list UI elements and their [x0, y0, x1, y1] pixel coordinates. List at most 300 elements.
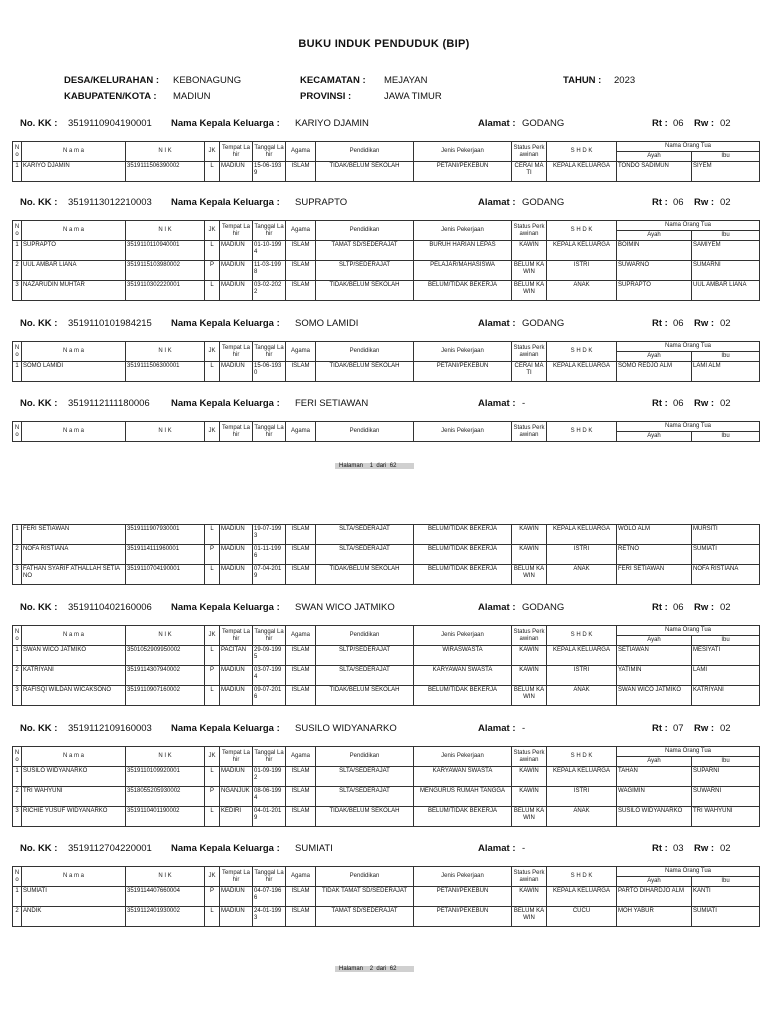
cell: 3519114307940002: [126, 666, 205, 686]
family-header-field: [694, 398, 714, 409]
cell: 3519115103980002: [126, 261, 205, 281]
family-header-field: [171, 843, 280, 854]
col-header-tanggal: Tanggal Lahir: [253, 221, 286, 241]
cell: 1: [13, 887, 22, 907]
cell: LAMI ALM: [692, 362, 760, 382]
cell: 2: [13, 666, 22, 686]
cell: 3519111506300001: [126, 362, 205, 382]
cell: 01-09-199 2: [253, 767, 286, 787]
rt-label: Rt :: [652, 602, 668, 613]
cell: 04-07-196 6: [253, 887, 286, 907]
family-header-field: [68, 398, 150, 409]
col-header-tanggal: Tanggal Lahir: [253, 422, 286, 442]
cell: UUL AMBAR LIANA: [692, 281, 760, 301]
col-header-jk: JK: [205, 626, 220, 646]
col-header-jk: JK: [205, 142, 220, 162]
family-header-field: [522, 723, 525, 734]
family-header-field: [720, 318, 731, 329]
family-table: [12, 220, 760, 301]
col-header-ibu: Ibu: [692, 877, 760, 887]
kk-label: No. KK :: [20, 118, 58, 129]
cell: 2: [13, 907, 22, 927]
cell: 3519112401930002: [126, 907, 205, 927]
cell: PARTO DIHARDJO ALM: [617, 887, 692, 907]
family-header-field: [478, 398, 515, 409]
col-header-tempat: Tempat Lahir: [220, 342, 253, 362]
family-header-field: [68, 197, 152, 208]
kabupaten-value: MADIUN: [173, 91, 211, 102]
cell: 3519114111960001: [126, 545, 205, 565]
family-header-field: [522, 398, 525, 409]
cell: WAGIMIN: [617, 787, 692, 807]
cell: SLTA/SEDERAJAT: [316, 545, 414, 565]
cell: 3519110401190002: [126, 807, 205, 827]
kepala-name: SUMIATI: [295, 843, 333, 854]
kk-number: 3519112704220001: [68, 843, 152, 854]
rw-value: 02: [720, 118, 731, 129]
cell: SUMARNI: [692, 261, 760, 281]
family-header-field: [522, 843, 525, 854]
cell: KARYAWAN SWASTA: [414, 767, 512, 787]
cell: KATRIYANI: [22, 666, 126, 686]
cell: SAMIYEM: [692, 241, 760, 261]
col-header-agama: Agama: [286, 747, 316, 767]
cell: TIDAK/BELUM SEKOLAH: [316, 162, 414, 182]
alamat-label: Alamat :: [478, 843, 516, 854]
alamat-label: Alamat :: [478, 723, 516, 734]
cell: 3519110704190001: [126, 565, 205, 585]
table-row: [13, 767, 760, 787]
col-header-pendidikan: Pendidikan: [316, 626, 414, 646]
cell: 1: [13, 362, 22, 382]
cell: ISLAM: [286, 686, 316, 706]
kk-number: 3519110402160006: [68, 602, 152, 613]
cell: SLTA/SEDERAJAT: [316, 525, 414, 545]
col-header-shdk: S H D K: [547, 626, 617, 646]
cell: SWAN WICO JATMIKO: [22, 646, 126, 666]
cell: SUPARNI: [692, 767, 760, 787]
col-header-nama: N a m a: [22, 342, 126, 362]
cell: PELAJAR/MAHASISWA: [414, 261, 512, 281]
cell: KEPALA KELUARGA: [547, 646, 617, 666]
table-row: [13, 686, 760, 706]
cell: ANAK: [547, 686, 617, 706]
cell: SUPRAPTO: [617, 281, 692, 301]
cell: ANDIK: [22, 907, 126, 927]
cell: L: [205, 362, 220, 382]
cell: MADIUN: [220, 545, 253, 565]
cell: 19-07-199 3: [253, 525, 286, 545]
rt-value: 03: [673, 843, 684, 854]
col-header-ibu: Ibu: [692, 352, 760, 362]
family-header-field: [295, 602, 395, 613]
cell: 3519114407660004: [126, 887, 205, 907]
cell: ANAK: [547, 281, 617, 301]
tahun-label: TAHUN :: [563, 75, 602, 86]
cell: WIRASWASTA: [414, 646, 512, 666]
cell: 3519111506390002: [126, 162, 205, 182]
rw-label: Rw :: [694, 318, 715, 329]
table-row: [13, 787, 760, 807]
cell: ISLAM: [286, 807, 316, 827]
cell: 1: [13, 767, 22, 787]
col-header-shdk: S H D K: [547, 747, 617, 767]
col-header-pekerjaan: Jenis Pekerjaan: [414, 221, 512, 241]
family-table: [12, 866, 760, 927]
cell: ISLAM: [286, 767, 316, 787]
kepala-name: FERI SETIAWAN: [295, 398, 369, 409]
cell: RETNO: [617, 545, 692, 565]
cell: L: [205, 907, 220, 927]
col-header-nama: N a m a: [22, 221, 126, 241]
col-header-tanggal: Tanggal Lahir: [253, 747, 286, 767]
col-header-orang-tua: Nama Orang Tua: [617, 626, 760, 636]
family-header-field: [694, 318, 714, 329]
family-header-field: [478, 197, 515, 208]
cell: ISLAM: [286, 907, 316, 927]
cell: SOMO LAMIDI: [22, 362, 126, 382]
col-header-agama: Agama: [286, 342, 316, 362]
family-header-field: [295, 398, 368, 409]
col-header-nik: N I K: [126, 747, 205, 767]
cell: KATRIYANI: [692, 686, 760, 706]
col-header-pekerjaan: Jenis Pekerjaan: [414, 626, 512, 646]
kk-number: 3519112111180006: [68, 398, 150, 409]
family-header-field: [652, 602, 668, 613]
family-header-field: [694, 843, 714, 854]
family-header-field: [20, 843, 57, 854]
cell: 3519110109920001: [126, 767, 205, 787]
family-header-field: [478, 318, 515, 329]
col-header-tempat: Tempat Lahir: [220, 142, 253, 162]
col-header-status: Status Perkawinan: [512, 142, 547, 162]
cell: TIDAK/BELUM SEKOLAH: [316, 362, 414, 382]
family-header-field: [673, 118, 684, 129]
col-header-orang-tua: Nama Orang Tua: [617, 867, 760, 877]
cell: 1: [13, 525, 22, 545]
col-header-agama: Agama: [286, 142, 316, 162]
table-row: [13, 646, 760, 666]
col-header-nik: N I K: [126, 626, 205, 646]
cell: MADIUN: [220, 281, 253, 301]
cell: KEPALA KELUARGA: [547, 767, 617, 787]
kk-label: No. KK :: [20, 602, 58, 613]
cell: MOH YABUR: [617, 907, 692, 927]
kecamatan-value: MEJAYAN: [384, 75, 428, 86]
kepala-label: Nama Kepala Keluarga :: [171, 398, 280, 409]
rt-label: Rt :: [652, 318, 668, 329]
cell: CUCU: [547, 907, 617, 927]
alamat-value: -: [522, 843, 526, 854]
col-header-jk: JK: [205, 342, 220, 362]
table-row: [13, 162, 760, 182]
cell: KAWIN: [512, 545, 547, 565]
col-header-ayah: Ayah: [617, 757, 692, 767]
cell: KEPALA KELUARGA: [547, 362, 617, 382]
col-header-ayah: Ayah: [617, 231, 692, 241]
cell: SETIAWAN: [617, 646, 692, 666]
cell: MESIYATI: [692, 646, 760, 666]
col-header-tempat: Tempat Lahir: [220, 422, 253, 442]
cell: SLTP/SEDERAJAT: [316, 646, 414, 666]
cell: BELUM/TIDAK BEKERJA: [414, 807, 512, 827]
cell: L: [205, 646, 220, 666]
kepala-label: Nama Kepala Keluarga :: [171, 843, 280, 854]
cell: 09-07-201 6: [253, 686, 286, 706]
cell: 3519110110940001: [126, 241, 205, 261]
cell: MADIUN: [220, 887, 253, 907]
cell: L: [205, 686, 220, 706]
col-header-jk: JK: [205, 747, 220, 767]
rt-value: 06: [673, 318, 684, 329]
family-header-field: [522, 318, 564, 329]
cell: 01-10-199 4: [253, 241, 286, 261]
col-header-no: No: [13, 747, 22, 767]
table-header-row: [13, 422, 760, 432]
rw-label: Rw :: [694, 398, 715, 409]
rt-label: Rt :: [652, 843, 668, 854]
family-header-field: [68, 602, 152, 613]
cell: ISLAM: [286, 281, 316, 301]
cell: SWAN WICO JATMIKO: [617, 686, 692, 706]
family-header-field: [295, 723, 397, 734]
col-header-no: No: [13, 142, 22, 162]
table-header-row: [13, 221, 760, 231]
kepala-label: Nama Kepala Keluarga :: [171, 723, 280, 734]
cell: BELUM/TIDAK BEKERJA: [414, 525, 512, 545]
family-header-field: [720, 398, 731, 409]
rt-label: Rt :: [652, 197, 668, 208]
cell: ISTRI: [547, 787, 617, 807]
cell: BOIMIN: [617, 241, 692, 261]
rt-label: Rt :: [652, 723, 668, 734]
col-header-shdk: S H D K: [547, 867, 617, 887]
family-table: [12, 625, 760, 706]
cell: NOFA RISTIANA: [22, 545, 126, 565]
cell: L: [205, 525, 220, 545]
col-header-ibu: Ibu: [692, 231, 760, 241]
cell: MURSITI: [692, 525, 760, 545]
cell: MADIUN: [220, 686, 253, 706]
col-header-ayah: Ayah: [617, 877, 692, 887]
cell: L: [205, 162, 220, 182]
family-header-field: [694, 602, 714, 613]
desa-label: DESA/KELURAHAN :: [64, 75, 159, 86]
cell: SUSILO WIDYANARKO: [22, 767, 126, 787]
cell: 01-11-199 6: [253, 545, 286, 565]
col-header-nik: N I K: [126, 221, 205, 241]
col-header-nama: N a m a: [22, 747, 126, 767]
family-header-field: [171, 723, 280, 734]
cell: TAHAN: [617, 767, 692, 787]
cell: LAMI: [692, 666, 760, 686]
col-header-nik: N I K: [126, 422, 205, 442]
col-header-orang-tua: Nama Orang Tua: [617, 221, 760, 231]
cell: 3: [13, 686, 22, 706]
cell: BELUM KAWIN: [512, 807, 547, 827]
rw-value: 02: [720, 723, 731, 734]
kabupaten-label: KABUPATEN/KOTA :: [64, 91, 157, 102]
col-header-agama: Agama: [286, 626, 316, 646]
col-header-orang-tua: Nama Orang Tua: [617, 422, 760, 432]
cell: ISLAM: [286, 887, 316, 907]
cell: 1: [13, 162, 22, 182]
cell: SUMIATI: [692, 545, 760, 565]
rw-value: 02: [720, 602, 731, 613]
cell: MADIUN: [220, 362, 253, 382]
cell: SUWARNI: [692, 787, 760, 807]
family-header-field: [20, 318, 57, 329]
col-header-tempat: Tempat Lahir: [220, 221, 253, 241]
col-header-agama: Agama: [286, 867, 316, 887]
alamat-value: GODANG: [522, 602, 565, 613]
family-header-field: [652, 318, 668, 329]
cell: FERI SETIAWAN: [22, 525, 126, 545]
cell: BELUM KAWIN: [512, 907, 547, 927]
col-header-agama: Agama: [286, 221, 316, 241]
col-header-tanggal: Tanggal Lahir: [253, 626, 286, 646]
kecamatan-label: KECAMATAN :: [300, 75, 366, 86]
cell: 2: [13, 545, 22, 565]
col-header-nik: N I K: [126, 342, 205, 362]
cell: 3519111907930001: [126, 525, 205, 545]
family-header-field: [478, 602, 515, 613]
table-row: [13, 887, 760, 907]
kk-number: 3519110904190001: [68, 118, 152, 129]
family-header-field: [720, 843, 731, 854]
cell: SUMIATI: [692, 907, 760, 927]
cell: BELUM/TIDAK BEKERJA: [414, 281, 512, 301]
cell: PACITAN: [220, 646, 253, 666]
rt-value: 07: [673, 723, 684, 734]
cell: FERI SETIAWAN: [617, 565, 692, 585]
family-header-field: [20, 602, 57, 613]
family-header-field: [478, 118, 515, 129]
cell: BELUM/TIDAK BEKERJA: [414, 545, 512, 565]
col-header-shdk: S H D K: [547, 142, 617, 162]
cell: TRI WAHYUNI: [22, 787, 126, 807]
cell: ISLAM: [286, 525, 316, 545]
col-header-tanggal: Tanggal Lahir: [253, 867, 286, 887]
cell: ISLAM: [286, 646, 316, 666]
kepala-label: Nama Kepala Keluarga :: [171, 197, 280, 208]
alamat-label: Alamat :: [478, 118, 516, 129]
cell: P: [205, 787, 220, 807]
alamat-label: Alamat :: [478, 398, 516, 409]
kepala-name: SUPRAPTO: [295, 197, 348, 208]
family-header-field: [68, 318, 152, 329]
col-header-status: Status Perkawinan: [512, 342, 547, 362]
col-header-pendidikan: Pendidikan: [316, 422, 414, 442]
cell: SLTA/SEDERAJAT: [316, 666, 414, 686]
col-header-ayah: Ayah: [617, 432, 692, 442]
provinsi-label: PROVINSI :: [300, 91, 352, 102]
cell: SLTA/SEDERAJAT: [316, 767, 414, 787]
cell: BELUM KAWIN: [512, 261, 547, 281]
kepala-label: Nama Kepala Keluarga :: [171, 318, 280, 329]
cell: 24-01-199 3: [253, 907, 286, 927]
col-header-no: No: [13, 867, 22, 887]
cell: NOFA RISTIANA: [692, 565, 760, 585]
table-header-row: [13, 867, 760, 877]
desa-value: KEBONAGUNG: [173, 75, 242, 86]
cell: BELUM KAWIN: [512, 565, 547, 585]
cell: KAWIN: [512, 787, 547, 807]
rw-label: Rw :: [694, 197, 715, 208]
table-header-row: [13, 626, 760, 636]
col-header-pendidikan: Pendidikan: [316, 342, 414, 362]
family-header-field: [478, 723, 515, 734]
kk-label: No. KK :: [20, 197, 58, 208]
family-header-field: [673, 197, 684, 208]
family-header-field: [652, 398, 668, 409]
cell: ISTRI: [547, 261, 617, 281]
kk-label: No. KK :: [20, 398, 58, 409]
page-footer-1: Halaman 1 dari 62: [335, 463, 414, 469]
family-header-field: [295, 197, 347, 208]
family-header-field: [673, 843, 684, 854]
kepala-name: KARIYO DJAMIN: [295, 118, 369, 129]
family-header-field: [673, 398, 684, 409]
cell: 3501052909950002: [126, 646, 205, 666]
table-row: [13, 281, 760, 301]
family-header-field: [522, 118, 564, 129]
col-header-nama: N a m a: [22, 142, 126, 162]
cell: SUMIATI: [22, 887, 126, 907]
cell: KANTI: [692, 887, 760, 907]
cell: KEPALA KELUARGA: [547, 162, 617, 182]
col-header-no: No: [13, 626, 22, 646]
rw-value: 02: [720, 318, 731, 329]
cell: ANAK: [547, 807, 617, 827]
family-header-field: [478, 843, 515, 854]
cell: 07-04-201 9: [253, 565, 286, 585]
col-header-nik: N I K: [126, 142, 205, 162]
cell: TRI WAHYUNI: [692, 807, 760, 827]
cell: MADIUN: [220, 907, 253, 927]
col-header-ibu: Ibu: [692, 636, 760, 646]
family-header-field: [20, 197, 57, 208]
col-header-pekerjaan: Jenis Pekerjaan: [414, 747, 512, 767]
family-header-field: [171, 318, 280, 329]
cell: MADIUN: [220, 666, 253, 686]
rt-label: Rt :: [652, 398, 668, 409]
cell: MENGURUS RUMAH TANGGA: [414, 787, 512, 807]
kk-number: 3519113012210003: [68, 197, 152, 208]
col-header-orang-tua: Nama Orang Tua: [617, 747, 760, 757]
col-header-status: Status Perkawinan: [512, 422, 547, 442]
cell: ANAK: [547, 565, 617, 585]
cell: SLTA/SEDERAJAT: [316, 787, 414, 807]
cell: BELUM/TIDAK BEKERJA: [414, 565, 512, 585]
col-header-pekerjaan: Jenis Pekerjaan: [414, 867, 512, 887]
col-header-jk: JK: [205, 422, 220, 442]
family-header-field: [652, 723, 668, 734]
family-header-field: [720, 602, 731, 613]
cell: KARYAWAN SWASTA: [414, 666, 512, 686]
alamat-value: GODANG: [522, 118, 565, 129]
table-row: [13, 362, 760, 382]
cell: ISLAM: [286, 162, 316, 182]
family-header-field: [171, 398, 280, 409]
cell: KEPALA KELUARGA: [547, 525, 617, 545]
col-header-no: No: [13, 422, 22, 442]
col-header-status: Status Perkawinan: [512, 747, 547, 767]
cell: 3: [13, 807, 22, 827]
family-header-field: [171, 197, 280, 208]
col-header-tempat: Tempat Lahir: [220, 747, 253, 767]
cell: RAFISQI WILDAN WICAKSONO: [22, 686, 126, 706]
